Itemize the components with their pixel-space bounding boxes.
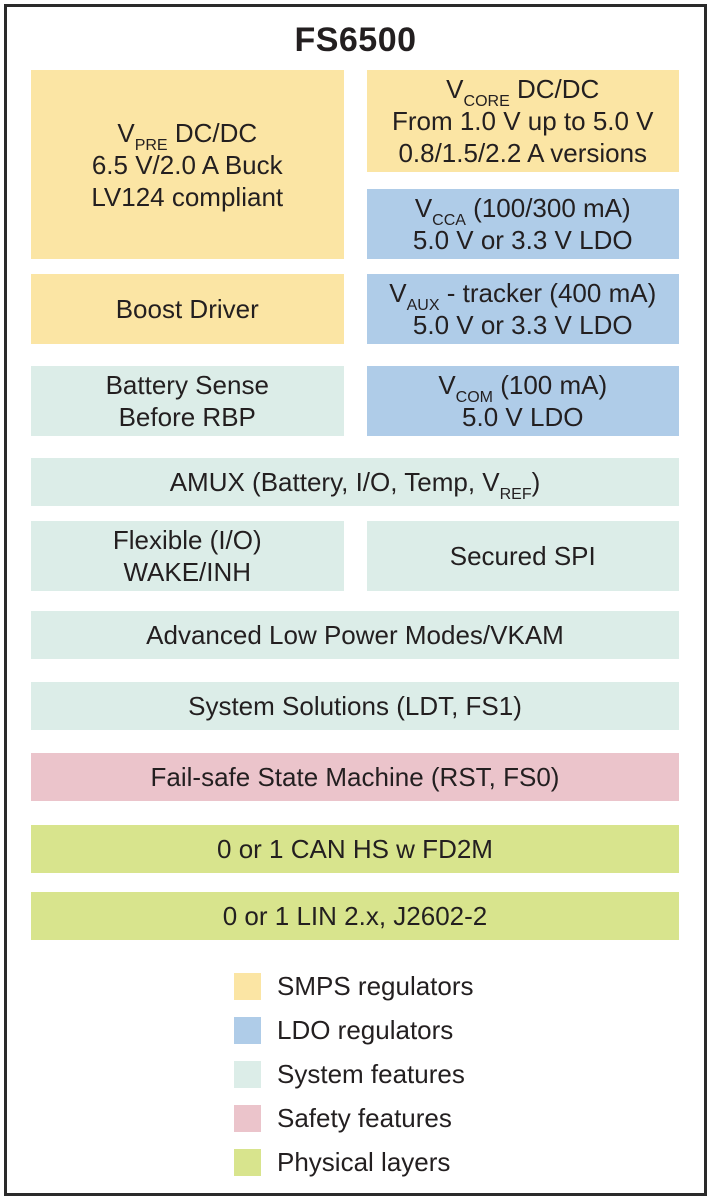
legend-label: LDO regulators [277,1015,454,1045]
vaux-line2: 5.0 V or 3.3 V LDO [412,310,633,340]
vcom-line2: 5.0 V LDO [462,402,584,432]
legend-item-ldo [234,1017,679,1044]
legend-label: Physical layers [277,1147,451,1177]
block-vcca [367,189,680,259]
system-color-swatch [234,1061,261,1088]
lowpower-label: Advanced Low Power Modes/VKAM [146,620,564,650]
vcore-line2: From 1.0 V up to 5.0 V [391,106,654,136]
row-flexible-spi [31,521,679,591]
block-flexible-io [31,521,344,591]
boost-label: Boost Driver [115,294,259,324]
block-can [31,825,679,873]
block-failsafe [31,753,679,801]
legend [234,973,679,1176]
row-1 [31,70,679,259]
vcom-line1: $V_{COM}$ (100 mA) [438,370,608,407]
block-low-power-modes [31,611,679,659]
legend-item-physical [234,1149,679,1176]
block-vaux [367,274,680,344]
vcore-line1: $V_{CORE}$ DC/DC [446,74,600,111]
lin-label: 0 or 1 LIN 2.x, J2602-2 [222,901,488,931]
vaux-line1: $V_{AUX}$ - tracker (400 mA) [389,278,657,315]
battery-line2: Before RBP [118,402,256,432]
legend-label: Safety features [277,1103,452,1133]
diagram-frame [4,4,707,1196]
block-boost-driver [31,274,344,344]
vcore-line3: 0.8/1.5/2.2 A versions [398,138,648,168]
diagram-content [31,70,679,1176]
spi-label: Secured SPI [449,541,596,571]
safety-color-swatch [234,1105,261,1132]
row-3 [31,366,679,436]
ldo-color-swatch [234,1017,261,1044]
flexible-line2: WAKE/INH [123,557,252,587]
block-vcore [367,70,680,172]
battery-line1: Battery Sense [105,370,269,400]
block-battery-sense [31,366,344,436]
vpre-line1: $V_{PRE}$ DC/DC [117,117,258,154]
block-amux [31,458,679,506]
flexible-line1: Flexible (I/O) [112,525,262,555]
amux-label: AMUX (Battery, I/O, Temp, $V_{REF}$) [169,467,541,504]
vcca-line2: 5.0 V or 3.3 V LDO [412,225,633,255]
legend-label: System features [277,1059,465,1089]
block-system-solutions [31,682,679,730]
block-vcom [367,366,680,436]
legend-item-smps [234,973,679,1000]
block-secured-spi [367,521,680,591]
legend-item-safety [234,1105,679,1132]
syssol-label: System Solutions (LDT, FS1) [188,691,522,721]
vpre-line2: 6.5 V/2.0 A Buck [91,149,283,180]
smps-color-swatch [234,973,261,1000]
can-label: 0 or 1 CAN HS w FD2M [217,834,493,864]
row-2 [31,274,679,344]
block-lin [31,892,679,940]
page-title: FS6500 [294,21,417,59]
legend-label: SMPS regulators [277,971,474,1001]
vpre-line3: LV124 compliant [91,181,284,212]
physical-color-swatch [234,1149,261,1176]
vcca-line1: $V_{CCA}$ (100/300 mA) [414,193,631,230]
failsafe-label: Fail-safe State Machine (RST, FS0) [150,762,560,792]
legend-item-system [234,1061,679,1088]
block-vpre [31,70,344,259]
